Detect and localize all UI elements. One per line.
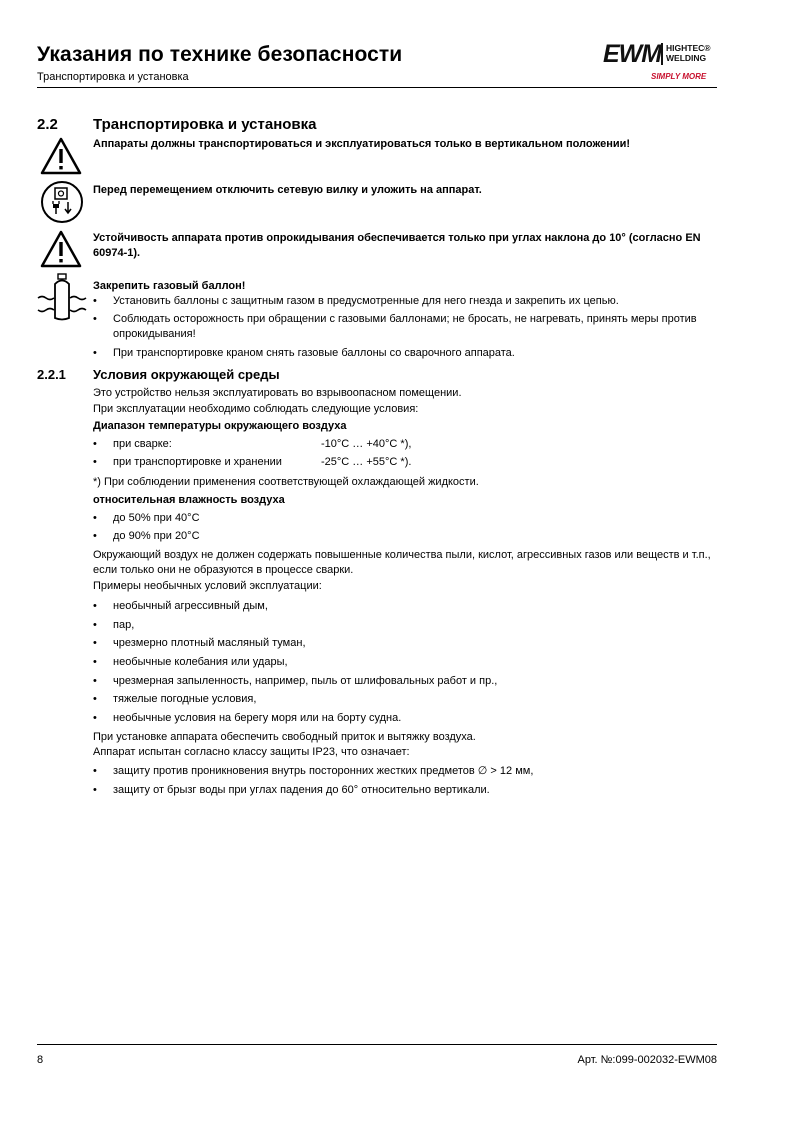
list-item: • до 90% при 20°C xyxy=(93,530,200,542)
list-item: • чрезмерно плотный масляный туман, xyxy=(93,637,306,649)
page-number: 8 xyxy=(37,1054,44,1066)
intro-text-2: При эксплуатации необходимо соблюдать следующие условия: xyxy=(93,403,419,415)
list-item: • до 50% при 40°C xyxy=(93,512,200,524)
section-number: 2.2 xyxy=(37,116,58,133)
list-item: • При транспортировке краном снять газовые баллоны со сварочного аппарата. xyxy=(93,347,515,359)
warning-triangle-icon xyxy=(40,230,82,273)
list-item: • при транспортировке и хранении -25°C … +55°C *). xyxy=(93,456,412,468)
list-item: • Соблюдать осторожность при обращении с газовыми баллонами; не бросать, не нагревать, принять меры против опрокидывания! xyxy=(93,313,697,340)
list-item: • необычный агрессивный дым, xyxy=(93,600,268,612)
section-title: Транспортировка и установка xyxy=(93,116,317,133)
gas-heading: Закрепить газовый баллон! xyxy=(93,280,246,292)
air-text: Окружающий воздух не должен содержать повышенные количества пыли, кислот, агрессивных газов или веществ и т.п., если только они не образуются в процессе сварки. xyxy=(93,549,711,576)
subsection-number: 2.2.1 xyxy=(37,367,66,382)
list-item: • пар, xyxy=(93,619,135,631)
list-item: • тяжелые погодные условия, xyxy=(93,693,257,705)
header-rule xyxy=(37,87,717,88)
temp-value: -25°C … +55°C *). xyxy=(321,456,412,468)
subsection-title: Условия окружающей среды xyxy=(93,367,280,382)
list-item: • чрезмерная запыленность, например, пыль от шлифовальных работ и пр., xyxy=(93,675,498,687)
logo-tagline: SIMPLY MORE xyxy=(651,72,707,81)
logo-divider xyxy=(661,43,663,65)
warning-text-stability: Устойчивость аппарата против опрокидывания обеспечивается только при углах наклона до 10° (согласно EN 60974-1). xyxy=(93,232,701,259)
logo-brand: EWM xyxy=(603,40,662,68)
ewm-logo xyxy=(603,40,715,84)
temp-value: -10°C … +40°C *), xyxy=(321,438,412,450)
ip-text: Аппарат испытан согласно классу защиты IP23, что означает: xyxy=(93,746,410,758)
examples-heading: Примеры необычных условий эксплуатации: xyxy=(93,580,322,592)
warning-triangle-icon xyxy=(40,137,82,180)
list-item: • необычные колебания или удары, xyxy=(93,656,288,668)
warning-text-vertical: Аппараты должны транспортироваться и эксплуатироваться только в вертикальном положении! xyxy=(93,138,631,150)
logo-text xyxy=(666,43,711,63)
list-item: • защиту против проникновения внутрь посторонних жестких предметов ∅ > 12 мм, xyxy=(93,765,534,777)
article-number: Арт. №:099-002032-EWM08 xyxy=(577,1054,717,1066)
list-item: • защиту от брызг воды при углах падения до 60° относительно вертикали. xyxy=(93,784,490,796)
list-item: • Установить баллоны с защитным газом в предусмотренные для него гнезда и закрепить их цепью. xyxy=(93,295,619,307)
logo-line1: HIGHTEC® xyxy=(666,43,711,53)
temp-heading: Диапазон температуры окружающего воздуха xyxy=(93,420,347,432)
logo-line2: WELDING xyxy=(666,53,707,63)
page-title: Указания по технике безопасности xyxy=(37,43,403,66)
gas-cylinder-icon xyxy=(36,272,88,329)
unplug-icon xyxy=(40,180,84,229)
humidity-heading: относительная влажность воздуха xyxy=(93,494,285,506)
warning-text-unplug: Перед перемещением отключить сетевую вилку и уложить на аппарат. xyxy=(93,184,482,196)
footer-rule xyxy=(37,1044,717,1045)
list-item: • необычные условия на берегу моря или на борту судна. xyxy=(93,712,402,724)
intro-text: Это устройство нельзя эксплуатировать во взрывоопасном помещении. xyxy=(93,387,462,399)
list-item: • при сварке: -10°C … +40°C *), xyxy=(93,438,412,450)
install-text: При установке аппарата обеспечить свободный приток и вытяжку воздуха. xyxy=(93,731,476,743)
temp-note: *) При соблюдении применения соответствующей охлаждающей жидкости. xyxy=(93,476,479,488)
page-subtitle: Транспортировка и установка xyxy=(37,71,189,83)
